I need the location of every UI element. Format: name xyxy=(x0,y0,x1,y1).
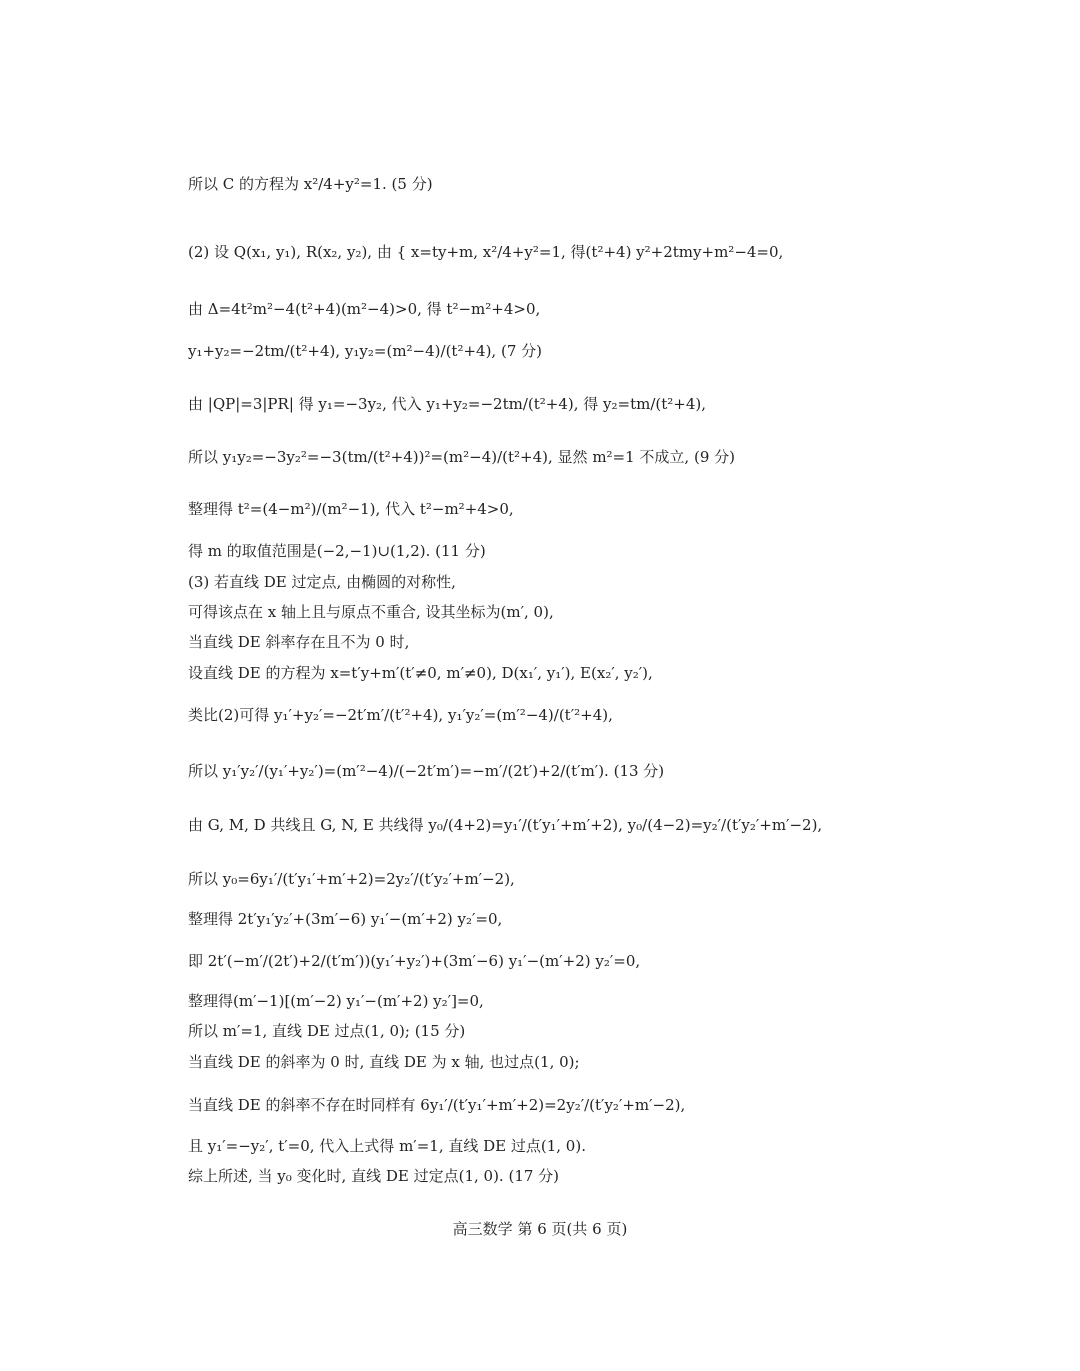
solution-line: 综上所述, 当 y₀ 变化时, 直线 DE 过定点(1, 0). (17 分) xyxy=(188,1167,560,1185)
solution-line: 设直线 DE 的方程为 x=t′y+m′(t′≠0, m′≠0), D(x₁′, y₁′), E(x₂′, y₂′), xyxy=(188,664,653,682)
solution-line: 即 2t′(−m′/(2t′)+2/(t′m′))(y₁′+y₂′)+(3m′−6) y₁′−(m′+2) y₂′=0, xyxy=(188,952,641,970)
solution-line: 当直线 DE 的斜率为 0 时, 直线 DE 为 x 轴, 也过点(1, 0); xyxy=(188,1053,580,1071)
solution-line: (3) 若直线 DE 过定点, 由椭圆的对称性, xyxy=(188,573,456,591)
page-footer: 高三数学 第 6 页(共 6 页) xyxy=(452,1220,628,1238)
solution-line: 可得该点在 x 轴上且与原点不重合, 设其坐标为(m′, 0), xyxy=(188,603,554,621)
solution-line: 所以 m′=1, 直线 DE 过点(1, 0); (15 分) xyxy=(188,1022,466,1040)
solution-line: 当直线 DE 斜率存在且不为 0 时, xyxy=(188,633,410,651)
solution-line: 由 |QP|=3|PR| 得 y₁=−3y₂, 代入 y₁+y₂=−2tm/(t²+4), 得 y₂=tm/(t²+4), xyxy=(188,395,707,413)
solution-line: 由 Δ=4t²m²−4(t²+4)(m²−4)>0, 得 t²−m²+4>0, xyxy=(188,300,541,318)
solution-line: (2) 设 Q(x₁, y₁), R(x₂, y₂), 由 { x=ty+m, x²/4+y²=1, 得(t²+4) y²+2tmy+m²−4=0, xyxy=(188,243,784,261)
solution-line: 所以 C 的方程为 x²/4+y²=1. (5 分) xyxy=(188,175,433,193)
solution-line: 由 G, M, D 共线且 G, N, E 共线得 y₀/(4+2)=y₁′/(t′y₁′+m′+2), y₀/(4−2)=y₂′/(t′y₂′+m′−2), xyxy=(188,816,823,834)
solution-line: 且 y₁′=−y₂′, t′=0, 代入上式得 m′=1, 直线 DE 过点(1, 0). xyxy=(188,1137,586,1155)
solution-line: 整理得 2t′y₁′y₂′+(3m′−6) y₁′−(m′+2) y₂′=0, xyxy=(188,910,503,928)
solution-line: 得 m 的取值范围是(−2,−1)∪(1,2). (11 分) xyxy=(188,542,486,560)
solution-line: y₁+y₂=−2tm/(t²+4), y₁y₂=(m²−4)/(t²+4), (7 分) xyxy=(188,342,542,360)
solution-line: 所以 y₁y₂=−3y₂²=−3(tm/(t²+4))²=(m²−4)/(t²+4), 显然 m²=1 不成立, (9 分) xyxy=(188,448,735,466)
solution-line: 整理得 t²=(4−m²)/(m²−1), 代入 t²−m²+4>0, xyxy=(188,500,514,518)
solution-line: 类比(2)可得 y₁′+y₂′=−2t′m′/(t′²+4), y₁′y₂′=(m′²−4)/(t′²+4), xyxy=(188,706,613,724)
solution-line: 所以 y₀=6y₁′/(t′y₁′+m′+2)=2y₂′/(t′y₂′+m′−2), xyxy=(188,870,515,888)
solution-line: 所以 y₁′y₂′/(y₁′+y₂′)=(m′²−4)/(−2t′m′)=−m′/(2t′)+2/(t′m′). (13 分) xyxy=(188,762,665,780)
solution-line: 当直线 DE 的斜率不存在时同样有 6y₁′/(t′y₁′+m′+2)=2y₂′/(t′y₂′+m′−2), xyxy=(188,1096,686,1114)
solution-line: 整理得(m′−1)[(m′−2) y₁′−(m′+2) y₂′]=0, xyxy=(188,992,484,1010)
